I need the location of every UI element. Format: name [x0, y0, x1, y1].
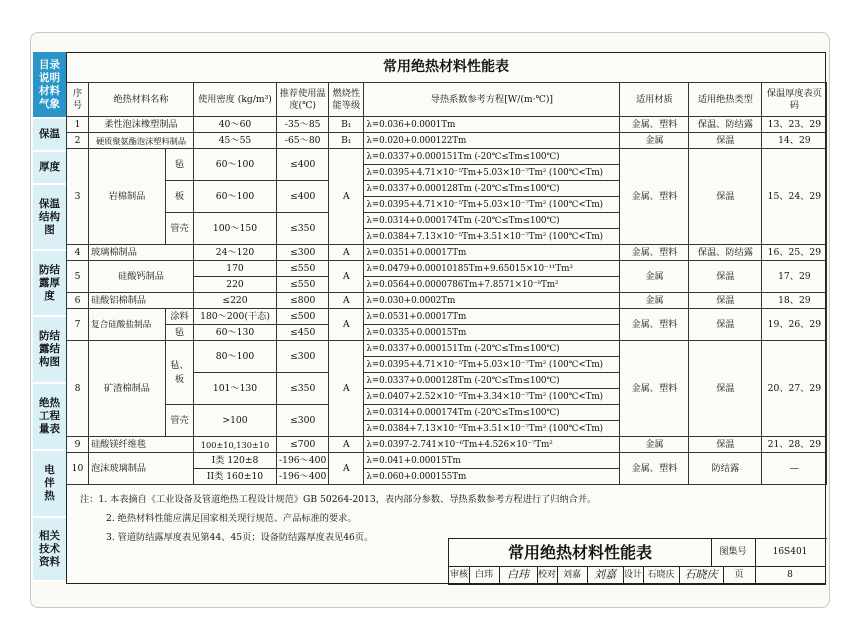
- sidebar-item-label: 相关技术资料: [39, 529, 60, 568]
- cell-type: 保温: [689, 437, 762, 453]
- cell-material: 金属: [620, 261, 689, 293]
- table-row: [67, 453, 827, 469]
- cell-name: 复合硅酸盐制品: [89, 309, 166, 341]
- table-row: [67, 341, 827, 357]
- checker-name: 刘嘉: [557, 566, 588, 585]
- cell-pages: 19、26、29: [762, 309, 827, 341]
- cell-density: 170: [194, 261, 277, 277]
- sidebar-item-insulation[interactable]: [33, 119, 66, 152]
- cell-pages: —: [762, 453, 827, 485]
- cell-no: 8: [67, 341, 89, 437]
- cell-equation: λ=0.0395+4.71×10⁻⁵Tm+5.03×10⁻⁷Tm² (100℃<Tm): [364, 357, 620, 373]
- table-row: [67, 149, 827, 165]
- header-type: 适用绝热类型: [689, 83, 762, 117]
- cell-equation: λ=0.0397-2.741×10⁻⁶Tm+4.526×10⁻⁷Tm²: [364, 437, 620, 453]
- cell-no: 5: [67, 261, 89, 293]
- page-title: 常用绝热材料性能表: [383, 59, 509, 75]
- cell-material: 金属、塑料: [620, 453, 689, 485]
- cell-type: 保温、防结露: [689, 117, 762, 133]
- table-row: [67, 245, 827, 261]
- cell-equation: λ=0.0337+0.000128Tm (-20℃≤Tm≤100℃): [364, 181, 620, 197]
- cell-equation: λ=0.0384+7.13×10⁻⁵Tm+3.51×10⁻⁷Tm² (100℃<Tm): [364, 229, 620, 245]
- reviewer-name: 白玮: [469, 566, 500, 585]
- cell-subtype: 管壳: [166, 405, 194, 437]
- cell-density: 60～100: [194, 149, 277, 181]
- sidebar-item-label: 保温: [39, 128, 60, 140]
- materials-table: [66, 82, 827, 485]
- cell-temp: ≤400: [277, 149, 329, 181]
- cell-density: 45～55: [194, 133, 277, 149]
- reviewer-signature: 白玮: [499, 566, 538, 585]
- page-label: 页: [723, 566, 756, 585]
- cell-temp: ≤300: [277, 341, 329, 373]
- cell-no: 3: [67, 149, 89, 245]
- cell-equation: λ=0.041+0.00015Tm: [364, 453, 620, 469]
- cell-equation: λ=0.0337+0.000128Tm (-20℃≤Tm≤100℃): [364, 373, 620, 389]
- atlas-number: 16S401: [755, 539, 826, 567]
- sidebar-item-thickness[interactable]: [33, 152, 66, 185]
- cell-density: 101～130: [194, 373, 277, 405]
- cell-pages: 13、23、29: [762, 117, 827, 133]
- header-no: 序号: [67, 83, 89, 117]
- cell-grade: A: [329, 261, 364, 293]
- cell-density: 80～100: [194, 341, 277, 373]
- cell-pages: 18、29: [762, 293, 827, 309]
- cell-name: 玻璃棉制品: [89, 245, 194, 261]
- cell-no: 9: [67, 437, 89, 453]
- designer-signature: 石晓庆: [679, 566, 724, 585]
- cell-grade: A: [329, 453, 364, 485]
- cell-no: 1: [67, 117, 89, 133]
- cell-equation: λ=0.0384+7.13×10⁻⁵Tm+3.51×10⁻⁷Tm² (100℃<Tm): [364, 421, 620, 437]
- sidebar-item-label: 保温结构图: [39, 197, 60, 236]
- cell-name: 柔性泡沫橡塑制品: [89, 117, 194, 133]
- cell-subtype: 毡: [166, 325, 194, 341]
- cell-temp: ≤350: [277, 213, 329, 245]
- cell-equation: λ=0.0395+4.71×10⁻⁵Tm+5.03×10⁻⁷Tm² (100℃<Tm): [364, 197, 620, 213]
- sidebar-item-label: 防结露厚度: [39, 263, 60, 302]
- cell-density: 60～130: [194, 325, 277, 341]
- cell-subtype: 管壳: [166, 213, 194, 245]
- cell-equation: λ=0.060+0.000155Tm: [364, 469, 620, 485]
- header-density: 使用密度 (kg/m³): [194, 83, 277, 117]
- cell-temp: ≤700: [277, 437, 329, 453]
- sidebar-item-heat-tracing[interactable]: [33, 451, 66, 518]
- cell-type: 保温: [689, 261, 762, 293]
- cell-temp: -196～400: [277, 469, 329, 485]
- sidebar-item-anticondensation-structure[interactable]: [33, 317, 66, 384]
- cell-density: 100～150: [194, 213, 277, 245]
- cell-type: 保温: [689, 149, 762, 245]
- cell-material: 金属: [620, 437, 689, 453]
- sidebar-item-anticondensation-thickness[interactable]: [33, 251, 66, 317]
- title-block-name: 常用绝热材料性能表: [449, 539, 712, 567]
- sidebar-item-contents[interactable]: [33, 52, 66, 119]
- table-row: [67, 117, 827, 133]
- cell-density: 100±10,130±10: [194, 437, 277, 453]
- cell-temp: -196～400: [277, 453, 329, 469]
- header-pages: 保温厚度表页码: [762, 83, 827, 117]
- cell-equation: λ=0.0337+0.000151Tm (-20℃≤Tm≤100℃): [364, 341, 620, 357]
- cell-name: 泡沫玻璃制品: [89, 453, 194, 485]
- header-name: 绝热材料名称: [89, 83, 194, 117]
- cell-temp: ≤400: [277, 181, 329, 213]
- atlas-label: 图集号: [711, 539, 756, 567]
- check-label: 校对: [537, 566, 558, 585]
- cell-type: 保温: [689, 309, 762, 341]
- sidebar-item-label: 防结露结构图: [39, 330, 60, 368]
- cell-name: 硅酸钙制品: [89, 261, 194, 293]
- cell-type: 保温: [689, 293, 762, 309]
- cell-density: >100: [194, 405, 277, 437]
- cell-no: 4: [67, 245, 89, 261]
- cell-no: 7: [67, 309, 89, 341]
- review-label: 审核: [449, 566, 470, 585]
- cell-equation: λ=0.0314+0.000174Tm (-20℃≤Tm≤100℃): [364, 405, 620, 421]
- table-row: [67, 437, 827, 453]
- cell-equation: λ=0.0351+0.00017Tm: [364, 245, 620, 261]
- sidebar-item-technical-data[interactable]: [33, 518, 66, 582]
- cell-subtype: 板: [166, 181, 194, 213]
- header-temp: 推荐使用温度(℃): [277, 83, 329, 117]
- cell-material: 金属、塑料: [620, 309, 689, 341]
- cell-pages: 15、24、29: [762, 149, 827, 245]
- cell-equation: λ=0.0337+0.000151Tm (-20℃≤Tm≤100℃): [364, 149, 620, 165]
- cell-material: 金属: [620, 293, 689, 309]
- cell-density: II类 160±10: [194, 469, 277, 485]
- cell-type: 保温、防结露: [689, 245, 762, 261]
- cell-temp: ≤550: [277, 261, 329, 277]
- cell-grade: A: [329, 437, 364, 453]
- cell-temp: ≤300: [277, 245, 329, 261]
- design-label: 设计: [623, 566, 644, 585]
- cell-equation: λ=0.036+0.0001Tm: [364, 117, 620, 133]
- cell-pages: 21、28、29: [762, 437, 827, 453]
- cell-grade: A: [329, 245, 364, 261]
- cell-grade: A: [329, 293, 364, 309]
- cell-subtype: 毡、板: [166, 341, 194, 405]
- cell-no: 6: [67, 293, 89, 309]
- title-block: [448, 538, 827, 585]
- cell-equation: λ=0.0531+0.00017Tm: [364, 309, 620, 325]
- checker-signature: 刘嘉: [587, 566, 624, 585]
- note-1: 注：1. 本表摘自《工业设备及管道绝热工程设计规范》GB 50264-2013，表内部分参数、导热系数参考方程进行了归纳合并。: [80, 494, 597, 505]
- cell-material: 金属、塑料: [620, 245, 689, 261]
- cell-equation: λ=0.0335+0.00015Tm: [364, 325, 620, 341]
- cell-subtype: 涂料: [166, 309, 194, 325]
- cell-temp: ≤800: [277, 293, 329, 309]
- cell-equation: λ=0.0479+0.00010185Tm+9.65015×10⁻¹¹Tm³: [364, 261, 620, 277]
- cell-density: 180～200(干态): [194, 309, 277, 325]
- cell-density: ≤220: [194, 293, 277, 309]
- cell-name: 岩棉制品: [89, 149, 166, 245]
- cell-material: 金属、塑料: [620, 149, 689, 245]
- cell-equation: λ=0.0564+0.0000786Tm+7.8571×10⁻⁸Tm²: [364, 277, 620, 293]
- cell-name: 硬质聚氨酯泡沫塑料制品: [89, 133, 194, 149]
- cell-material: 金属: [620, 133, 689, 149]
- cell-equation: λ=0.0407+2.52×10⁻⁵Tm+3.34×10⁻⁷Tm² (100℃<Tm): [364, 389, 620, 405]
- cell-equation: λ=0.020+0.000122Tm: [364, 133, 620, 149]
- designer-name: 石晓庆: [643, 566, 680, 585]
- sidebar-item-label: 厚度: [39, 161, 60, 173]
- sidebar-item-label: 电伴热: [44, 464, 55, 502]
- table-row: [67, 133, 827, 149]
- sidebar-item-insulation-structure[interactable]: [33, 185, 66, 251]
- cell-temp: ≤500: [277, 309, 329, 325]
- cell-grade: A: [329, 309, 364, 341]
- cell-grade: B₁: [329, 117, 364, 133]
- cell-type: 防结露: [689, 453, 762, 485]
- note-3: 3. 管道防结露厚度表见第44、45页；设备防结露厚度表见46页。: [106, 532, 374, 543]
- sidebar-item-label: 目录说明材料气象: [39, 58, 60, 110]
- header-equation: 导热系数参考方程[W/(m·℃)]: [364, 83, 620, 117]
- page-number: 8: [755, 566, 826, 585]
- table-row: [67, 293, 827, 309]
- cell-type: 保温: [689, 341, 762, 437]
- cell-pages: 16、25、29: [762, 245, 827, 261]
- cell-density: 220: [194, 277, 277, 293]
- cell-material: 金属、塑料: [620, 341, 689, 437]
- cell-no: 2: [67, 133, 89, 149]
- table-row: [67, 261, 827, 277]
- cell-material: 金属、塑料: [620, 117, 689, 133]
- note-2: 2. 绝热材料性能应满足国家相关现行规范、产品标准的要求。: [106, 513, 357, 524]
- cell-density: 60～100: [194, 181, 277, 213]
- table-row: [67, 309, 827, 325]
- table-header-row: [67, 83, 827, 117]
- cell-grade: B₁: [329, 133, 364, 149]
- cell-temp: ≤450: [277, 325, 329, 341]
- cell-temp: -65～80: [277, 133, 329, 149]
- cell-no: 10: [67, 453, 89, 485]
- sidebar-item-label: 绝热工程量表: [39, 397, 60, 435]
- cell-pages: 17、29: [762, 261, 827, 293]
- cell-temp: ≤300: [277, 405, 329, 437]
- cell-name: 硅酸铝棉制品: [89, 293, 194, 309]
- cell-subtype: 毡: [166, 149, 194, 181]
- cell-name: 矿渣棉制品: [89, 341, 166, 437]
- header-material: 适用材质: [620, 83, 689, 117]
- header-grade: 燃烧性能等级: [329, 83, 364, 117]
- cell-equation: λ=0.0314+0.000174Tm (-20℃≤Tm≤100℃): [364, 213, 620, 229]
- cell-pages: 20、27、29: [762, 341, 827, 437]
- cell-temp: ≤550: [277, 277, 329, 293]
- sidebar-item-quantities[interactable]: [33, 384, 66, 451]
- cell-equation: λ=0.0395+4.71×10⁻⁵Tm+5.03×10⁻⁷Tm² (100℃<Tm): [364, 165, 620, 181]
- cell-density: I类 120±8: [194, 453, 277, 469]
- cell-grade: A: [329, 149, 364, 245]
- cell-temp: ≤350: [277, 373, 329, 405]
- cell-type: 保温: [689, 133, 762, 149]
- cell-grade: A: [329, 341, 364, 437]
- cell-equation: λ=0.030+0.0002Tm: [364, 293, 620, 309]
- cell-pages: 14、29: [762, 133, 827, 149]
- cell-name: 硅酸镁纤维毯: [89, 437, 194, 453]
- cell-temp: -35～85: [277, 117, 329, 133]
- sidebar: [33, 52, 66, 582]
- cell-density: 40～60: [194, 117, 277, 133]
- cell-density: 24～120: [194, 245, 277, 261]
